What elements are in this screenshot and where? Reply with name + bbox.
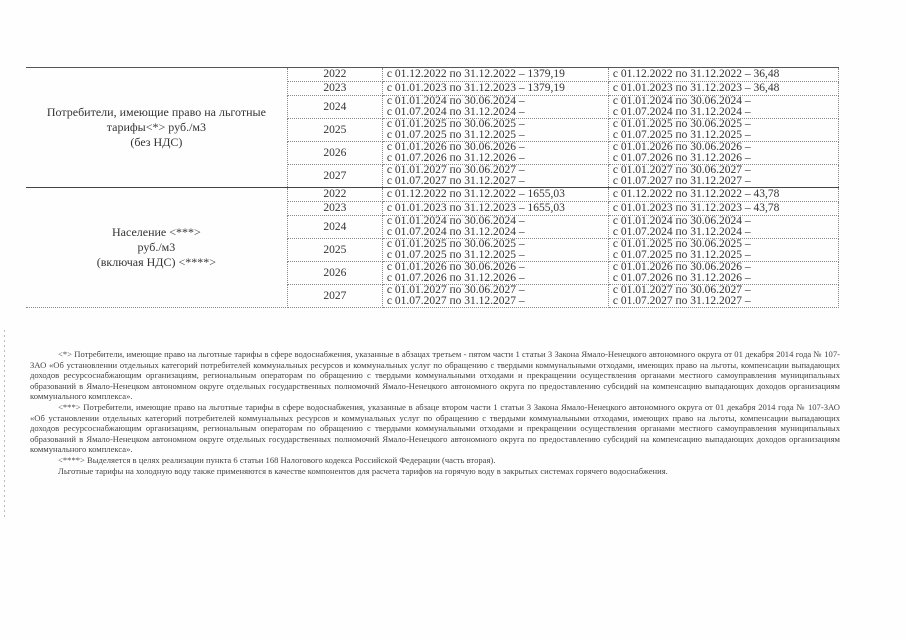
year-cell: 2023 — [287, 202, 382, 216]
category-label: руб./м3 — [137, 240, 176, 254]
tariff-period: с 01.01.2026 по 30.06.2026 – — [612, 262, 751, 273]
tariff-period: с 01.01.2027 по 30.06.2027 – — [612, 285, 751, 296]
tariff-table — [26, 67, 839, 308]
scan-artifact-line — [4, 330, 5, 520]
tariff-water-cell — [382, 68, 608, 82]
year-cell: 2025 — [287, 239, 382, 262]
tariff-period: с 01.01.2025 по 30.06.2025 – — [386, 239, 525, 250]
tariff-water-cell — [382, 239, 608, 262]
tariff-period: с 01.07.2025 по 31.12.2025 – — [386, 130, 525, 141]
tariff-period: с 01.07.2025 по 31.12.2025 – — [612, 250, 751, 261]
category-label: (включая НДС) <****> — [96, 255, 217, 269]
tariff-second-cell — [608, 285, 838, 308]
tariff-period: с 01.01.2026 по 30.06.2026 – — [612, 142, 751, 153]
tariff-period: с 01.07.2024 по 31.12.2024 – — [612, 227, 751, 238]
tariff-water-cell — [382, 165, 608, 188]
tariff-second-cell — [608, 165, 838, 188]
tariff-water-cell — [382, 96, 608, 119]
tariff-water-cell — [382, 82, 608, 96]
tariff-second-cell — [608, 188, 838, 202]
tariff-period: с 01.01.2024 по 30.06.2024 – — [612, 96, 751, 107]
tariff-second-cell — [608, 262, 838, 285]
tariff-period: с 01.07.2025 по 31.12.2025 – — [612, 130, 751, 141]
tariff-period: с 01.01.2027 по 30.06.2027 – — [386, 285, 525, 296]
year-cell: 2027 — [287, 165, 382, 188]
year-cell: 2024 — [287, 216, 382, 239]
tariff-period: с 01.07.2026 по 31.12.2026 – — [386, 153, 525, 164]
table-row — [26, 68, 839, 82]
table-row — [26, 188, 839, 202]
category-cell — [26, 188, 287, 308]
tariff-water-cell — [382, 285, 608, 308]
footnote-vat: <****> Выделяется в целях реализации пункта 6 статьи 168 Налогового кодекса Российской Федерации (часть вторая). — [58, 454, 496, 465]
tariff-period: с 01.01.2025 по 30.06.2025 – — [612, 239, 751, 250]
tariff-period: с 01.07.2025 по 31.12.2025 – — [386, 250, 525, 261]
tariff-water-cell — [382, 142, 608, 165]
tariff-period: с 01.07.2027 по 31.12.2027 – — [612, 296, 751, 307]
year-cell: 2022 — [287, 68, 382, 82]
tariff-period: с 01.01.2027 по 30.06.2027 – — [386, 165, 525, 176]
category-label: Потребители, имеющие право на льготные — [46, 105, 266, 119]
footnotes — [30, 349, 840, 476]
tariff-period: с 01.01.2024 по 30.06.2024 – — [612, 216, 751, 227]
footnote-population: <***> Потребители, имеющие право на льготные тарифы в сфере водоснабжения, указанные в абзаце втором части 1 статьи 3 Закона Ямало-Ненецкого автономного округа от 01 декабря 2014 года № 107-ЗАО «Об установлении отдельных категорий потребителей коммунальных ресурсов и коммунальных услуг по обращению с твердыми коммунальными отходами, имеющих право на льготы, компенсации выпадающих доходов ресурсоснабжающим организациям, региональным операторам по обращению с твердыми коммунальными отходами и прекращении осуществления органами местного самоуправления муниципальных образований в Ямало-Ненецком автономном округе отдельных государственных полномочий Ямало-Ненецкого автономного округа по предоставлению субсидий на компенсацию выпадающих доходов организациям коммунального комплекса». — [30, 401, 840, 455]
category-label: (без НДС) — [130, 135, 183, 149]
footnote-privileged: <*> Потребители, имеющие право на льготные тарифы в сфере водоснабжения, указанные в абзацах третьем - пятом части 1 статьи 3 Закона Ямало-Ненецкого автономного округа от 01 декабря 2014 года № 107-ЗАО «Об установлении отдельных категорий потребителей коммунальных ресурсов и коммунальных услуг по обращению с твердыми коммунальными отходами, имеющих право на льготы, компенсации выпадающих доходов ресурсоснабжающим организациям, региональным операторам по обращению с твердыми коммунальными отходами и прекращении осуществления органами местного самоуправления муниципальных образований в Ямало-Ненецком автономном округе отдельных государственных полномочий Ямало-Ненецкого автономного округа по предоставлению субсидий на компенсацию выпадающих доходов организациям коммунального комплекса». — [30, 349, 840, 402]
tariff-period: с 01.01.2027 по 30.06.2027 – — [612, 165, 751, 176]
tariff-period: с 01.07.2024 по 31.12.2024 – — [386, 227, 525, 238]
category-cell — [26, 68, 287, 188]
year-cell: 2026 — [287, 262, 382, 285]
tariff-water-cell — [382, 119, 608, 142]
tariff-period: с 01.07.2026 по 31.12.2026 – — [612, 153, 751, 164]
year-cell: 2023 — [287, 82, 382, 96]
year-cell: 2027 — [287, 285, 382, 308]
year-cell: 2025 — [287, 119, 382, 142]
tariff-period: с 01.01.2024 по 30.06.2024 – — [386, 96, 525, 107]
tariff-period: с 01.07.2027 по 31.12.2027 – — [386, 176, 525, 187]
tariff-water-cell — [382, 216, 608, 239]
tariff-period: с 01.01.2025 по 30.06.2025 – — [612, 119, 751, 130]
tariff-period: с 01.01.2023 по 31.12.2023 – 1379,19 — [386, 83, 565, 94]
tariff-water-cell — [382, 202, 608, 216]
tariff-period: с 01.01.2023 по 31.12.2023 – 43,78 — [612, 203, 780, 214]
tariff-second-cell — [608, 119, 838, 142]
tariff-second-cell — [608, 68, 838, 82]
year-cell: 2026 — [287, 142, 382, 165]
tariff-second-cell — [608, 82, 838, 96]
tariff-period: с 01.12.2022 по 31.12.2022 – 1655,03 — [386, 189, 565, 200]
tariff-second-cell — [608, 142, 838, 165]
tariff-period: с 01.07.2027 по 31.12.2027 – — [612, 176, 751, 187]
tariff-second-cell — [608, 202, 838, 216]
year-cell: 2024 — [287, 96, 382, 119]
tariff-water-cell — [382, 188, 608, 202]
year-cell: 2022 — [287, 188, 382, 202]
tariff-period: с 01.01.2026 по 30.06.2026 – — [386, 142, 525, 153]
tariff-second-cell — [608, 96, 838, 119]
tariff-period: с 01.01.2024 по 30.06.2024 – — [386, 216, 525, 227]
tariff-period: с 01.01.2025 по 30.06.2025 – — [386, 119, 525, 130]
footnote-hot-water: Льготные тарифы на холодную воду также применяются в качестве компонентов для расчета тарифов на горячую воду в закрытых системах горячего водоснабжения. — [58, 465, 668, 476]
tariff-period: с 01.07.2026 по 31.12.2026 – — [612, 273, 751, 284]
tariff-second-cell — [608, 216, 838, 239]
tariff-period: с 01.07.2026 по 31.12.2026 – — [386, 273, 525, 284]
tariff-period: с 01.12.2022 по 31.12.2022 – 36,48 — [612, 69, 780, 80]
tariff-period: с 01.01.2023 по 31.12.2023 – 1655,03 — [386, 203, 565, 214]
tariff-second-cell — [608, 239, 838, 262]
tariff-period: с 01.01.2026 по 30.06.2026 – — [386, 262, 525, 273]
tariff-period: с 01.12.2022 по 31.12.2022 – 43,78 — [612, 189, 780, 200]
tariff-water-cell — [382, 262, 608, 285]
category-label: Население <***> — [111, 225, 201, 239]
tariff-period: с 01.01.2023 по 31.12.2023 – 36,48 — [612, 83, 780, 94]
tariff-period: с 01.07.2024 по 31.12.2024 – — [386, 107, 525, 118]
tariff-period: с 01.12.2022 по 31.12.2022 – 1379,19 — [386, 69, 565, 80]
tariff-period: с 01.07.2027 по 31.12.2027 – — [386, 296, 525, 307]
category-label: тарифы<*> руб./м3 — [106, 120, 206, 134]
tariff-period: с 01.07.2024 по 31.12.2024 – — [612, 107, 751, 118]
